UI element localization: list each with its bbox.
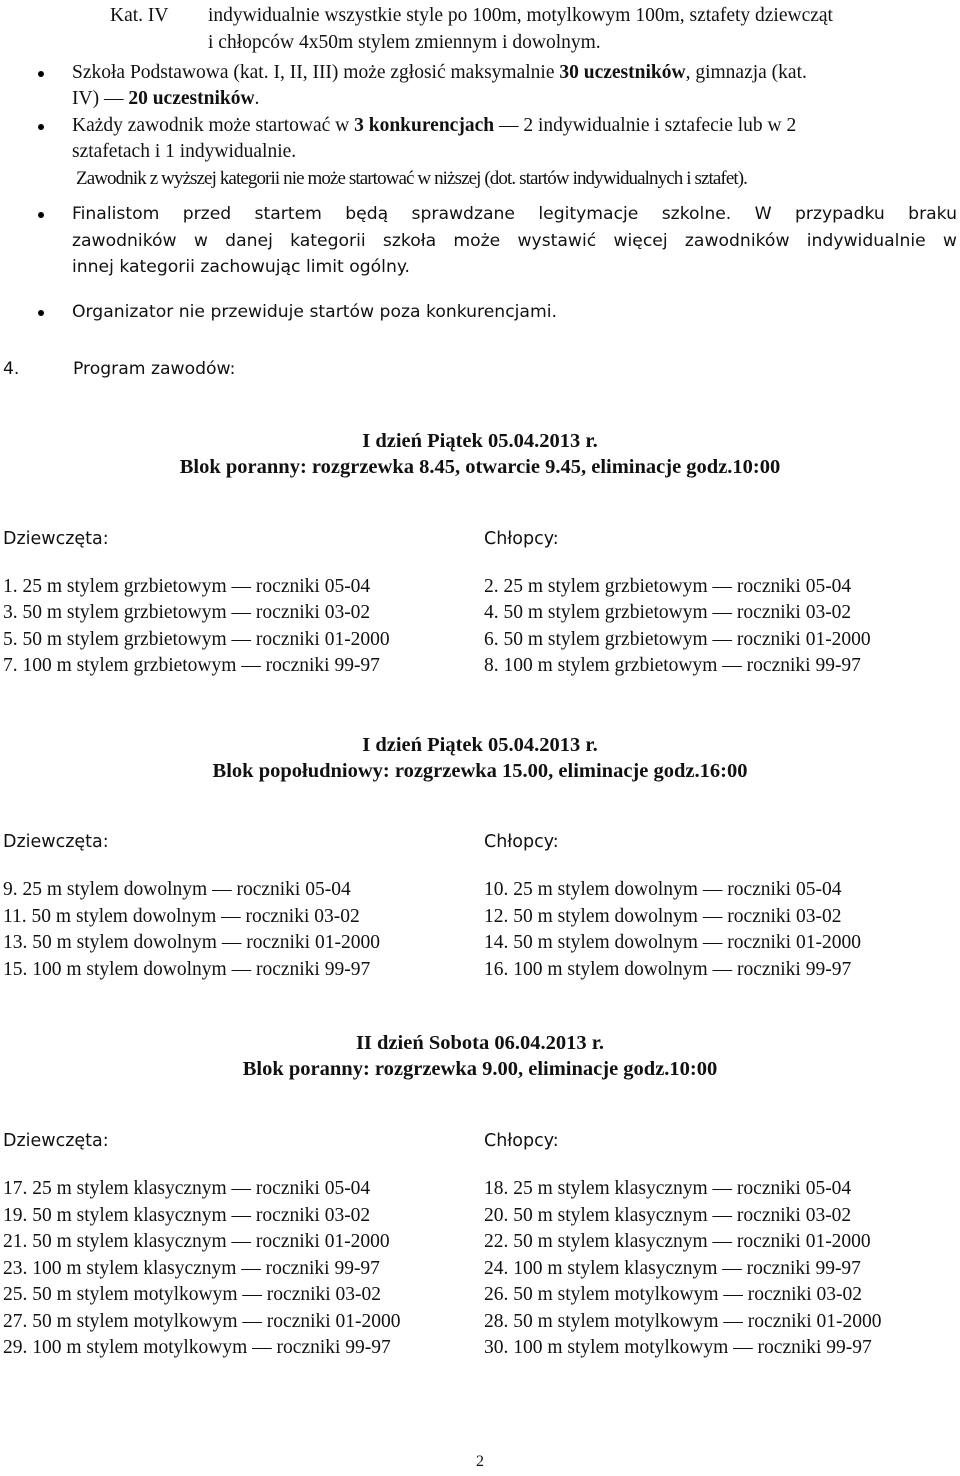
category-label: Kat. IV <box>110 5 169 26</box>
event-girls: 25. 50 m stylem motylkowym ― roczniki 03-02 <box>3 1284 382 1305</box>
girls-label: Dziewczęta: <box>3 529 109 549</box>
block-3-day: II dzień Sobota 06.04.2013 r. <box>355 1032 605 1054</box>
event-girls: 13. 50 m stylem dowolnym ― roczniki 01-2000 <box>3 932 380 953</box>
bullet-2-line-1: Każdy zawodnik może startować w 3 konkurencjach ― 2 indywidualnie i sztafecie lub w 2 <box>72 115 797 136</box>
bullet-4-line-1: Organizator nie przewiduje startów poza konkurencjami. <box>72 302 557 322</box>
boys-label: Chłopcy: <box>484 529 559 549</box>
event-boys: 18. 25 m stylem klasycznym ― roczniki 05-04 <box>484 1178 852 1199</box>
event-girls: 17. 25 m stylem klasycznym ― roczniki 05-04 <box>3 1178 371 1199</box>
event-boys: 12. 50 m stylem dowolnym ― roczniki 03-02 <box>484 906 842 927</box>
event-boys: 6. 50 m stylem grzbietowym ― roczniki 01-2000 <box>484 629 871 650</box>
bullet-3-line-1: Finalistom przed startem będą sprawdzane legitymacje szkolne. W przypadku braku <box>72 204 957 224</box>
event-girls: 5. 50 m stylem grzbietowym ― roczniki 01-2000 <box>3 629 390 650</box>
page-number: 2 <box>476 1453 484 1470</box>
block-1-session: Blok poranny: rozgrzewka 8.45, otwarcie 9.45, eliminacje godz.10:00 <box>179 456 781 478</box>
bullet-dot <box>38 212 44 218</box>
girls-label: Dziewczęta: <box>3 1131 109 1151</box>
event-boys: 26. 50 m stylem motylkowym ― roczniki 03-02 <box>484 1284 863 1305</box>
category-text-line-2: i chłopców 4x50m stylem zmiennym i dowolnym. <box>208 32 601 53</box>
bullet-1-line-2: IV) ― 20 uczestników. <box>72 88 260 109</box>
event-girls: 15. 100 m stylem dowolnym ― roczniki 99-97 <box>3 959 371 980</box>
bullet-dot <box>38 71 44 77</box>
boys-label: Chłopcy: <box>484 832 559 852</box>
event-girls: 21. 50 m stylem klasycznym ― roczniki 01-2000 <box>3 1231 390 1252</box>
event-girls: 29. 100 m stylem motylkowym ― roczniki 99-97 <box>3 1337 391 1358</box>
event-boys: 28. 50 m stylem motylkowym ― roczniki 01-2000 <box>484 1311 882 1332</box>
boys-label: Chłopcy: <box>484 1131 559 1151</box>
block-1-day: I dzień Piątek 05.04.2013 r. <box>362 430 598 452</box>
event-boys: 14. 50 m stylem dowolnym ― roczniki 01-2000 <box>484 932 861 953</box>
event-girls: 7. 100 m stylem grzbietowym ― roczniki 99-97 <box>3 655 380 676</box>
block-3-session: Blok poranny: rozgrzewka 9.00, eliminacje godz.10:00 <box>242 1058 718 1080</box>
event-girls: 23. 100 m stylem klasycznym ― roczniki 99-97 <box>3 1258 380 1279</box>
bullet-dot <box>38 310 44 316</box>
event-girls: 11. 50 m stylem dowolnym ― roczniki 03-02 <box>3 906 360 927</box>
block-2-session: Blok popołudniowy: rozgrzewka 15.00, eliminacje godz.16:00 <box>212 760 748 782</box>
bullet-2-line-3: Zawodnik z wyższej kategorii nie może startować w niższej (dot. startów indywidualnych i sztafet). <box>76 168 748 189</box>
event-girls: 19. 50 m stylem klasycznym ― roczniki 03-02 <box>3 1205 371 1226</box>
event-boys: 2. 25 m stylem grzbietowym ― roczniki 05-04 <box>484 576 852 597</box>
block-2-day: I dzień Piątek 05.04.2013 r. <box>362 734 598 756</box>
bullet-3-line-2: zawodników w danej kategorii szkoła może wystawić więcej zawodników indywidualnie w <box>72 231 957 251</box>
event-boys: 10. 25 m stylem dowolnym ― roczniki 05-04 <box>484 879 842 900</box>
event-boys: 20. 50 m stylem klasycznym ― roczniki 03-02 <box>484 1205 852 1226</box>
section-number: 4. <box>3 359 20 379</box>
bullet-3-line-3: innej kategorii zachowując limit ogólny. <box>72 257 411 277</box>
section-title: Program zawodów: <box>73 359 236 379</box>
event-girls: 3. 50 m stylem grzbietowym ― roczniki 03-02 <box>3 602 371 623</box>
bullet-dot <box>38 124 44 130</box>
girls-label: Dziewczęta: <box>3 832 109 852</box>
bullet-2-line-2: sztafetach i 1 indywidualnie. <box>72 141 297 162</box>
event-boys: 22. 50 m stylem klasycznym ― roczniki 01-2000 <box>484 1231 871 1252</box>
category-text-line-1: indywidualnie wszystkie style po 100m, motylkowym 100m, sztafety dziewcząt <box>208 5 833 26</box>
event-girls: 1. 25 m stylem grzbietowym ― roczniki 05-04 <box>3 576 371 597</box>
event-boys: 24. 100 m stylem klasycznym ― roczniki 99-97 <box>484 1258 861 1279</box>
event-boys: 8. 100 m stylem grzbietowym ― roczniki 99-97 <box>484 655 861 676</box>
event-girls: 9. 25 m stylem dowolnym ― roczniki 05-04 <box>3 879 351 900</box>
event-boys: 4. 50 m stylem grzbietowym ― roczniki 03-02 <box>484 602 852 623</box>
event-boys: 16. 100 m stylem dowolnym ― roczniki 99-97 <box>484 959 852 980</box>
event-girls: 27. 50 m stylem motylkowym ― roczniki 01-2000 <box>3 1311 401 1332</box>
bullet-1-line-1: Szkoła Podstawowa (kat. I, II, III) może zgłosić maksymalnie 30 uczestników, gimnazja (kat. <box>72 62 807 83</box>
event-boys: 30. 100 m stylem motylkowym ― roczniki 99-97 <box>484 1337 872 1358</box>
